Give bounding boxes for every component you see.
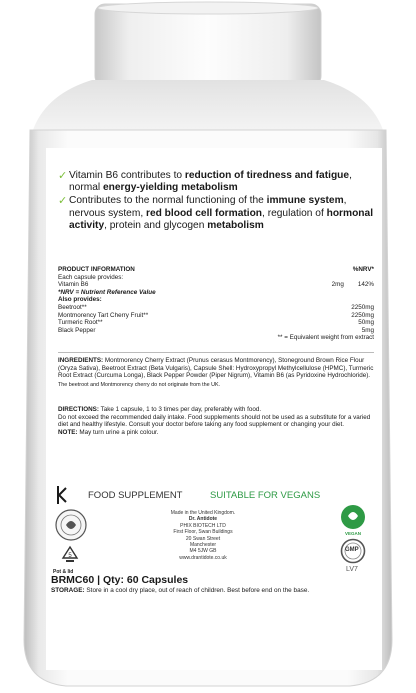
warning-text: Do not exceed the recommended daily intake. Food supplements should not be used as a substitute for a varied diet and healthy lifestyle. Consult your doctor before taking any food supplement or changing your diet. bbox=[58, 413, 371, 429]
product-code: BRMC60 | Qty: 60 Capsules bbox=[51, 574, 189, 586]
storage-text: STORAGE: Store in a cool dry place, out of reach of children. Best before end on the base. bbox=[51, 587, 310, 594]
also-row: Black Pepper 5mg bbox=[58, 326, 374, 334]
food-supplement-label: FOOD SUPPLEMENT bbox=[88, 490, 183, 501]
claim-b6: ✓ Vitamin B6 contributes to reduction of tiredness and fatigue, normal energy-yielding metabolism bbox=[58, 170, 352, 194]
claim-immune: ✓ Contributes to the normal functioning of the immune system, nervous system, red blood cell formation, regulation of hormonal activity, protein and glycogen metabolism bbox=[58, 195, 374, 231]
product-label bbox=[48, 150, 380, 670]
each-capsule-label: Each capsule provides: bbox=[58, 273, 124, 281]
vitamin-row: Vitamin B6 2mg 142% bbox=[58, 281, 374, 289]
directions-block: DIRECTIONS: Take 1 capsule, 1 to 3 times per day, preferably with food. Do not exceed the recommended daily intake. Food supplements should not be used as a substitute for a varied diet and healthy lifestyle. Consult your doctor before taking any food supplement or changing your diet. NOTE: May turn urine a pink colour. bbox=[58, 406, 374, 436]
halal-badge-icon bbox=[54, 508, 88, 542]
recycle-icon bbox=[57, 545, 83, 569]
svg-text:5: 5 bbox=[68, 553, 72, 559]
also-provides-heading: Also provides: bbox=[58, 296, 102, 304]
health-claims bbox=[58, 170, 376, 233]
suitable-for-vegans-label: SUITABLE FOR VEGANS bbox=[210, 490, 321, 501]
check-icon: ✓ bbox=[58, 195, 68, 208]
vegan-badge-icon bbox=[340, 504, 366, 530]
product-information bbox=[58, 266, 374, 342]
nrv-heading: %NRV* bbox=[352, 266, 374, 273]
cap-top bbox=[98, 2, 318, 14]
manufacturer-address: Made in the United Kingdom. Dr. Antidote PHIX BIOTECH LTD First Floor, Swan Buildings 20 Swan Street Manchester M4 5JW GB www.drantidote.co.uk bbox=[170, 510, 236, 561]
product-info-heading: PRODUCT INFORMATION bbox=[58, 266, 135, 273]
lv7-label: LV7 bbox=[346, 566, 358, 573]
nrv-note: *NRV = Nutrient Reference Value bbox=[58, 288, 156, 296]
also-row: Beetroot** 2250mg bbox=[58, 303, 374, 311]
brand-logo-icon bbox=[53, 486, 67, 504]
ingredients-block: INGREDIENTS: Montmorency Cherry Extract (Prunus cerasus Montmorency), Stoneground Brown Rice Flour (Oryza Sativa), Beetroot Extract (Beta Vulgaris), Capsule Shell: Hydroxypropyl Methylcellulose (HPMC), Turmeric Root Extract (Curcuma Longa), Black Pepper Powder (Piper Nigrum), Vitamin B6 (as Pyridoxine Hydrochloride). The beetroot and Montmorency cherry do not originate from the UK. bbox=[58, 357, 374, 388]
origin-note: The beetroot and Montmorency cherry do not originate from the UK. bbox=[58, 381, 221, 388]
gmp-badge-label: GMP bbox=[345, 547, 359, 553]
also-row: Montmorency Tart Cherry Fruit** 2250mg bbox=[58, 311, 374, 319]
also-row: Turmeric Root** 50mg bbox=[58, 319, 374, 327]
equivalent-note: ** = Equivalent weight from extract bbox=[277, 334, 374, 342]
divider bbox=[58, 352, 374, 353]
vegan-badge-label: VEGAN bbox=[344, 531, 361, 536]
check-icon: ✓ bbox=[58, 170, 68, 182]
pot-lid-label: Pot & lid bbox=[53, 569, 74, 575]
bottle-cap bbox=[95, 4, 321, 86]
